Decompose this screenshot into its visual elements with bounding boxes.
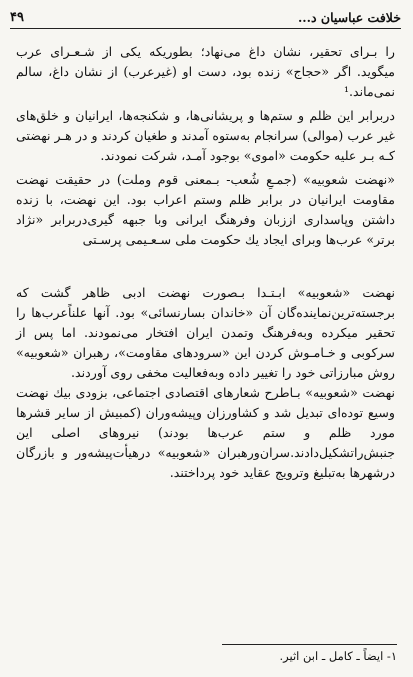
paragraph: را بـرای تحقیر، نشان داغ می‌نهاد؛ بطوریکه یکی از شـعـرای عرب میگوید. اگر «حجاج» زنده بود، دست او (غیرعرب) از نشان داغ، سالم نمی‌ماند.¹ <box>16 44 395 99</box>
footnote: ۱- ایضاً ـ کامل ـ ابن اثیر. <box>279 649 397 663</box>
page-number: ۴۹ <box>10 9 24 25</box>
paragraph: دربرابر این ظلم و ستم‌ها و پریشانی‌ها، و شکنجه‌ها، ایرانیان و خلق‌های غیر عرب (موالی) سرانجام به‌ستوه آمدند و طغیان کردند و در هـر نهضتی کـه بـر علیه حکومت «اموی» بوجود آمـد، شرکت نمودند. <box>16 108 395 163</box>
paragraph: نهضت «شعوبیه» بـاطرح شعارهای اقتصادی اجتماعی، بزودی بیك نهضت وسیع توده‌ای تبدیل شد و کشاورزان وپیشه‌وران (کمبیش از سایر قشرها مورد ظلم و ستم عرب‌ها بودند) نیروهای اصلی این جنبش‌راتشکیل‌دادند.سران‌ورهبران «شعوبیه» درهیأت‌پیشه‌ور و بازرگان درشهرها به‌تبلیغ وترویج عقاید خود پرداختند. <box>16 385 395 480</box>
paragraph: «نهضت شعوبیه» (جمـعِ شُعب- بـمعنی قوم وملت) در حقیقت نهضت مقاومت ایرانیان در برابر ظلم وستم اعراب بود. این نهضت، با زنده داشتن وپاسداری اززبان وفرهنگ ایرانی وبا جبهه گیری‌دربرابر «نژاد برتر» عرب‌ها وبرای ایجاد یك حکومت ملی سـعـیمی پرسـتی <box>16 172 395 247</box>
paragraph: نهضت «شعوبیه» ابـتـدا بـصورت نهضت ادبی ظاهر گشت که برجسته‌ترین‌نماینده‌گان آن «خاندان بسارنسائی» بود. آنها علناًعرب‌ها را تحقیر میکرده وبه‌فرهنگ وتمدن ایران افتخار می‌نمودند. اما پس از سرکوبی و خـامـوش کردن این «سرودهای مقاومت»، رهبران «شعوبیه» روش مبارزاتی خود را تغییر داده وبه‌فعالیت مخفی روی آوردند. <box>16 285 395 380</box>
page-body <box>16 42 395 483</box>
page-header <box>10 6 401 29</box>
footnote-divider <box>222 644 397 645</box>
running-title: خلافت عباسیان د... <box>297 9 401 25</box>
